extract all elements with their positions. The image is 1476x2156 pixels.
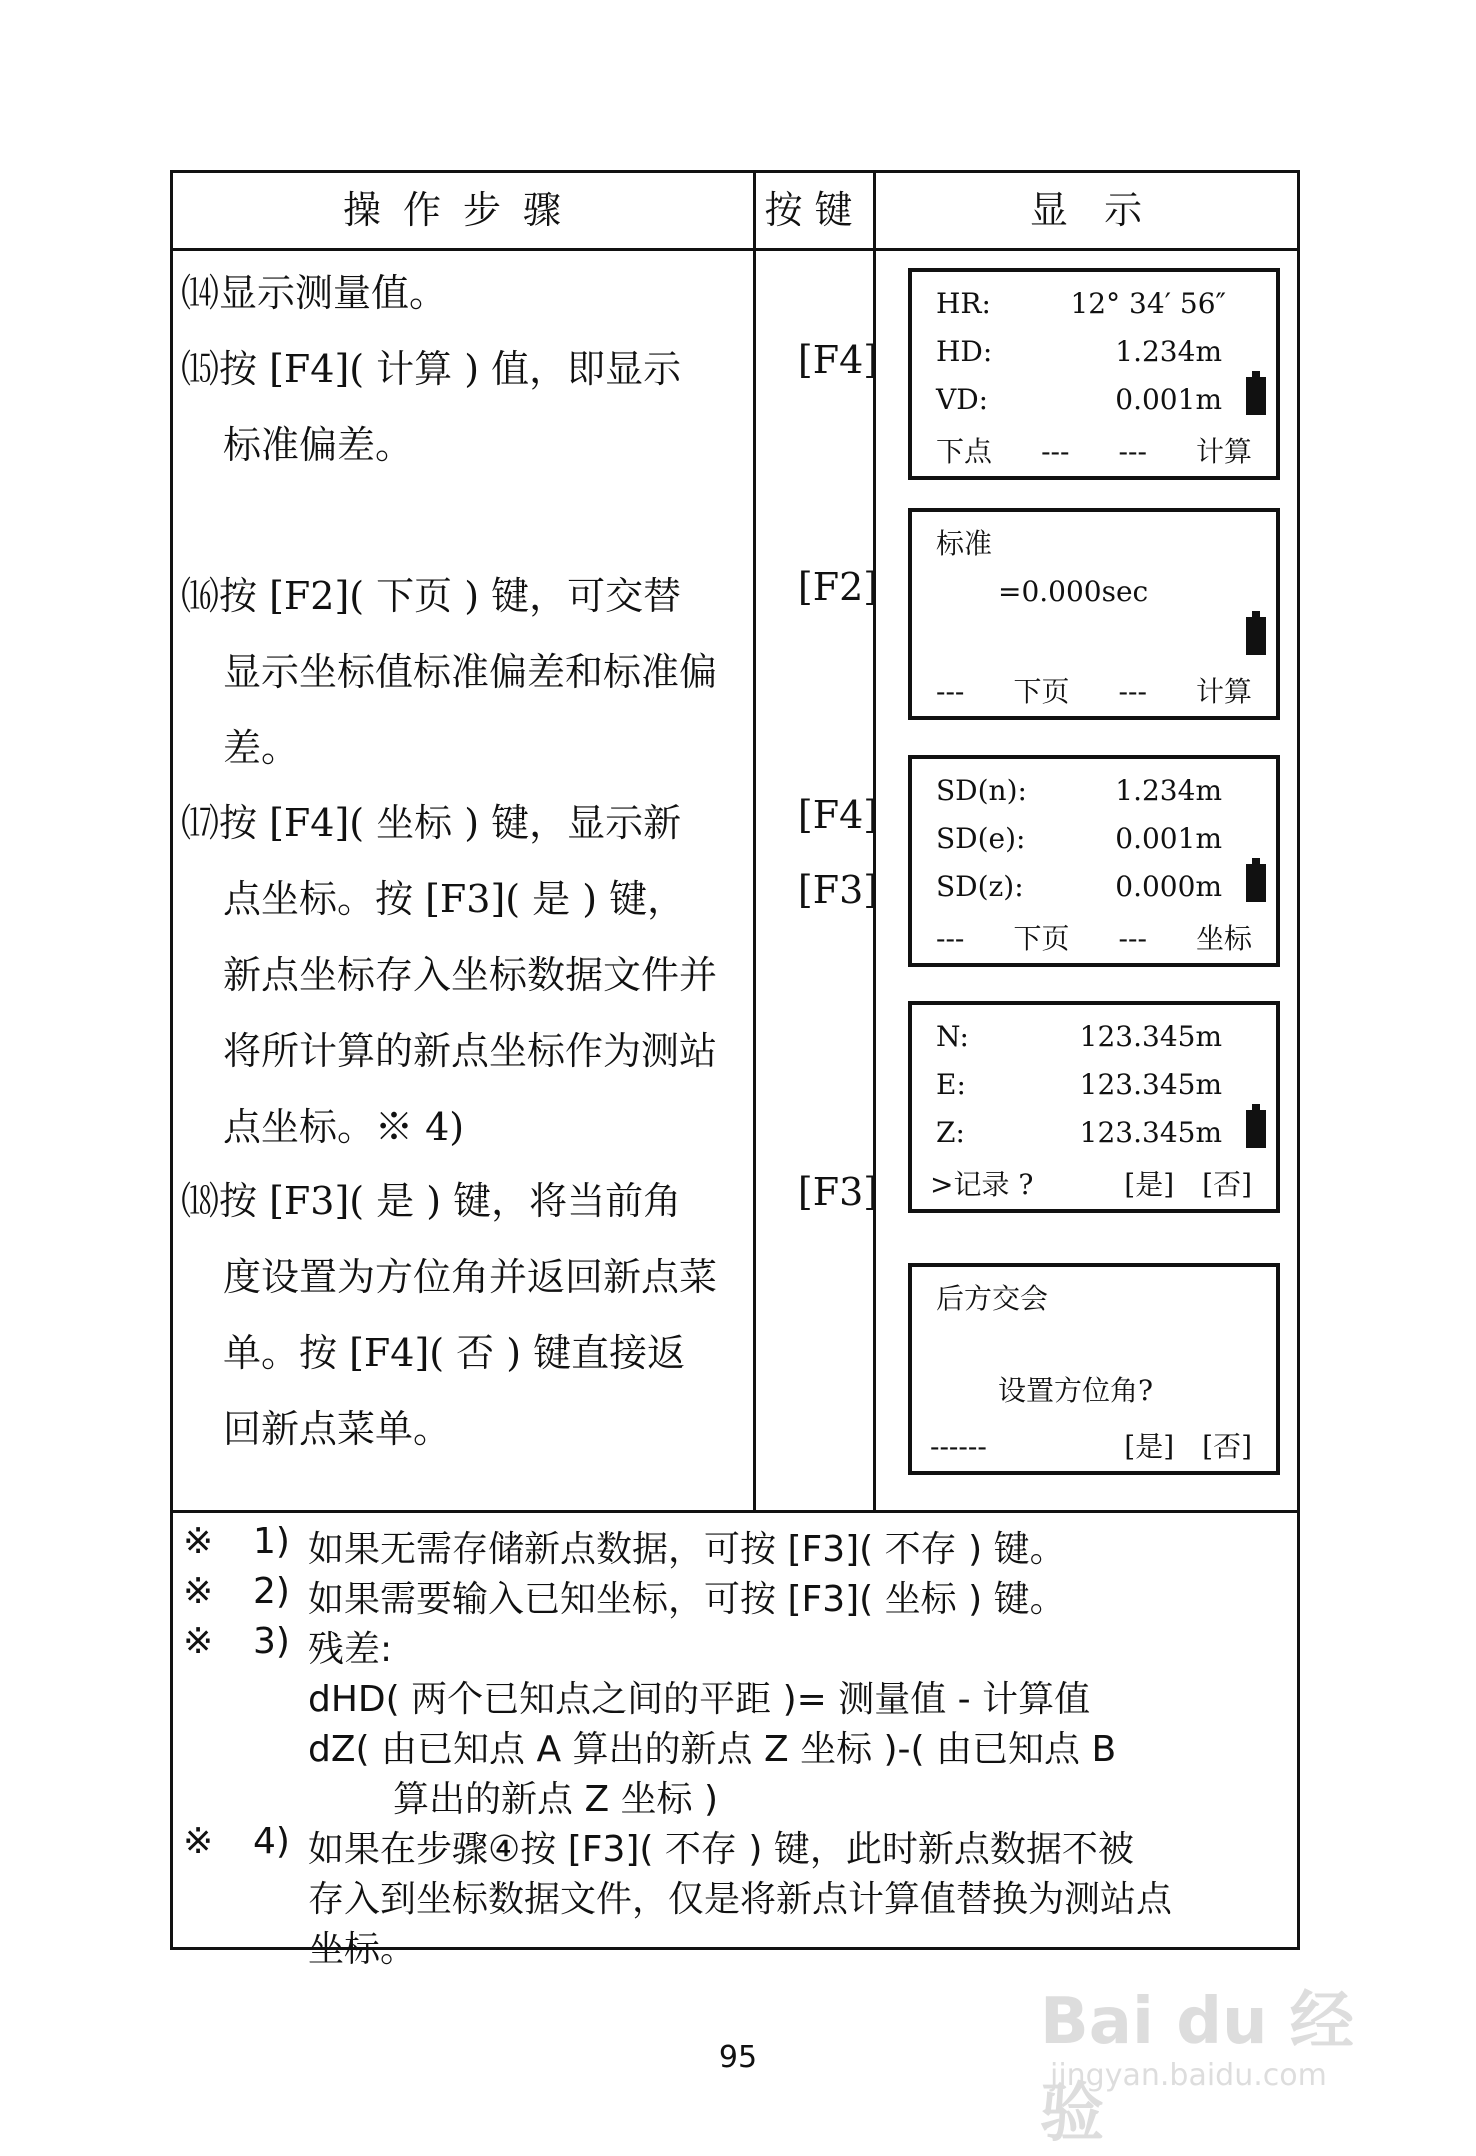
header-steps: 操作步骤 [342,188,583,232]
key-f4: [F4] [797,338,879,382]
screen-std-deviation: 标准 =0.000sec --- 下页 --- 计算 [908,508,1280,720]
key-f4: [F4] [797,793,879,837]
notes-divider [173,1510,1297,1513]
header-keys: 按键 [764,188,865,232]
procedure-table: 操作步骤 按键 显 示 ⒁显示测量值。 ⒂按 [F4]( 计算 ) 值，即显示 标准偏差。 ⒃按 [F2]( 下页 ) 键，可交替 显示坐标值标准偏差和标准偏 差。 ⒄按 [F4]( 坐标 ) 键，显示新 点坐标。按 [F3]( 是 ) 键， 新点坐标存入坐标数据文件并 将所计算的新点坐标作为测站 点坐标。※ 4) ⒅按 [F3]( 是 ) 键，将当前角 度设置为方位角并返回新点菜 单。按 [F4]( 否 ) 键直接返 回新点菜单。 [F4] [F2] [F4] [F3] [F3] HR: 12° 34′ 56″ HD: 1.234m VD: 0.001m 下点 --- --- 计算 标准 =0.000sec --- 下页 --- 计算 SD(n): 1.234m SD(e): 0.001m SD(z): 0.000m --- 下页 --- 坐标 N: 123.345m E: 123.345m Z: 123.345m >记录 ? [是] [否] 后方交会 设置方位角? --- --- [是] [否] ※ 1) 如果无需存储新点数据，可按 [F3]( 不存 ) 键。 ※ 2) 如果需要输入已知坐标，可按 [F3]( 坐标 ) 键。 ※ 3) 残差: dHD( 两个已知点之间的平距 )= 测量值 - 计算值 dZ( 由已知点 A 算出的新点 Z 坐标 )-( 由已知点 B 算出的新点 Z 坐标 ) ※ 4) 如果在步骤④按 [F3]( 不存 ) 键，此时新点数据不被 存入到坐标数据文件，仅是将新点计算值替换为测站点 坐标。 [170,170,1300,1950]
watermark-brand: Bai du 经验 [1040,1985,1354,2151]
key-f2: [F2] [797,565,879,609]
column-divider [753,173,756,1510]
step-14: ⒁显示测量值。 [181,271,448,315]
watermark [1040,1970,1400,2151]
header-display: 显 示 [1029,188,1147,232]
screen-new-point-coords: N: 123.345m E: 123.345m Z: 123.345m >记录 ? [是] [否] [908,1001,1280,1213]
watermark-url: jingyan.baidu.com [1050,2058,1327,2093]
key-f3: [F3] [797,868,879,912]
screen-resection-azimuth: 后方交会 设置方位角? --- --- [是] [否] [908,1263,1280,1475]
step-17: ⒄按 [F4]( 坐标 ) 键，显示新 点坐标。按 [F3]( 是 ) 键， 新点坐标存入坐标数据文件并 将所计算的新点坐标作为测站 点坐标。※ 4) [181,801,718,1149]
header-divider [173,248,1297,251]
step-16: ⒃按 [F2]( 下页 ) 键，可交替 显示坐标值标准偏差和标准偏 差。 [181,574,718,770]
battery-icon [1246,1110,1266,1148]
battery-icon [1246,377,1266,415]
battery-icon [1246,617,1266,655]
key-f3: [F3] [797,1170,879,1214]
screen-measurement: HR: 12° 34′ 56″ HD: 1.234m VD: 0.001m 下点 --- --- 计算 [908,268,1280,480]
step-15: ⒂按 [F4]( 计算 ) 值，即显示 标准偏差。 [181,347,682,467]
screen-coord-std-deviation: SD(n): 1.234m SD(e): 0.001m SD(z): 0.000m --- 下页 --- 坐标 [908,755,1280,967]
battery-icon [1246,864,1266,902]
page-number: 95 [718,2040,758,2075]
step-18: ⒅按 [F3]( 是 ) 键，将当前角 度设置为方位角并返回新点菜 单。按 [F4]( 否 ) 键直接返 回新点菜单。 [181,1179,718,1451]
